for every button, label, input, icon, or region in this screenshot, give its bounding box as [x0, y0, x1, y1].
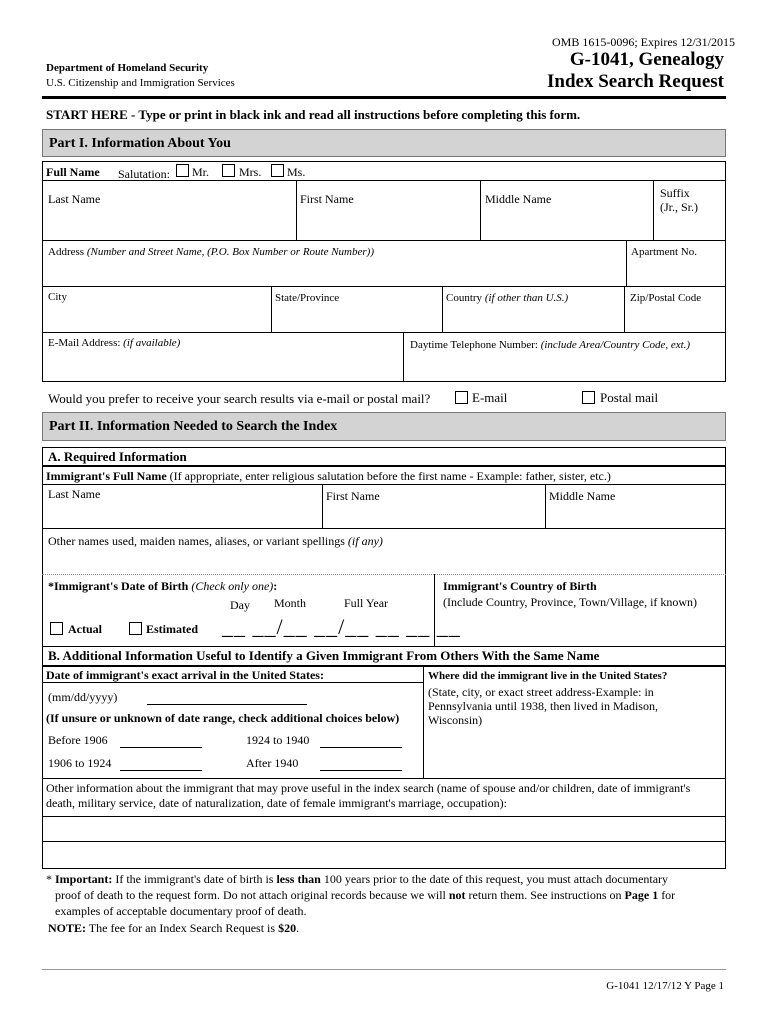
postal-option-checkbox[interactable] — [582, 391, 595, 404]
start-here-rest: - Type or print in black ink and read all instructions before completing this form. — [127, 107, 581, 122]
other-info-line-1[interactable] — [42, 816, 726, 817]
part1-header: Part I. Information About You — [42, 129, 726, 157]
where-lived-hint-1[interactable]: (State, city, or exact street address-Example: in — [428, 685, 654, 699]
part2-header: Part II. Information Needed to Search the Index — [42, 412, 726, 441]
arrival-date-blank[interactable] — [147, 704, 307, 705]
fee-amount: $20 — [278, 921, 297, 935]
start-here-bold: START HERE — [46, 107, 128, 122]
where-lived-hint-2: Pennsylvania until 1938, then lived in Madison, — [428, 699, 658, 713]
address-label: Address — [48, 246, 85, 258]
important-line2-c: for — [658, 888, 676, 902]
mrs-label: Mrs. — [239, 165, 262, 179]
range-1906-1924-label: 1906 to 1924 — [48, 756, 112, 770]
actual-checkbox[interactable] — [50, 622, 63, 635]
immigrant-full-name-hint: (If appropriate, enter religious salutation before the first name - Example: father, sister, etc.) — [166, 469, 611, 483]
important-note — [46, 872, 668, 887]
fee-note — [48, 921, 299, 936]
country-of-birth-label: Immigrant's Country of Birth — [443, 579, 597, 593]
imm-middle-name-field[interactable]: Middle Name — [549, 489, 616, 503]
arrival-date-label: Date of immigrant's exact arrival in the United States: — [46, 668, 324, 682]
apartment-field[interactable]: Apartment No. — [631, 246, 697, 258]
before-1906-label: Before 1906 — [48, 733, 108, 747]
suffix-hint: (Jr., Sr.) — [660, 200, 699, 214]
agency-subname: U.S. Citizenship and Immigration Services — [46, 77, 235, 89]
important-page-ref: Page 1 — [624, 888, 659, 902]
immigrant-full-name-label — [46, 469, 611, 484]
after-1940-label: After 1940 — [246, 756, 299, 770]
day-label: Day — [230, 598, 250, 612]
delivery-preference-question: Would you prefer to receive your search results via e-mail or postal mail? — [48, 391, 431, 406]
important-line2-b: return them. See instructions on — [465, 888, 625, 902]
phone-field[interactable] — [410, 339, 690, 351]
estimated-checkbox[interactable] — [129, 622, 142, 635]
month-label: Month — [274, 596, 307, 610]
important-note-line3: examples of acceptable documentary proof of death. — [55, 904, 307, 918]
other-info-label-1: Other information about the immigrant that may prove useful in the index search (name of spouse and/or children, date of immigrant's — [46, 781, 691, 795]
section-b-title: B. Additional Information Useful to Identify a Given Immigrant From Others With the Same Name — [48, 648, 600, 663]
phone-hint: (include Area/Country Code, ext.) — [537, 339, 691, 351]
other-info-line-2[interactable] — [42, 841, 726, 842]
zip-field[interactable]: Zip/Postal Code — [630, 292, 702, 304]
important-label: Important: — [55, 872, 113, 886]
imm-last-name-field[interactable]: Last Name — [48, 487, 101, 501]
note-end: . — [296, 921, 300, 935]
salutation-label: Salutation: — [118, 167, 170, 181]
country-field[interactable] — [446, 292, 568, 304]
arrival-date-field[interactable]: (mm/dd/yyyy) — [48, 690, 118, 704]
before-1906-blank[interactable] — [120, 747, 202, 748]
email-option-label: E-mail — [472, 390, 508, 405]
email-label: E-Mail Address: — [48, 337, 121, 349]
range-1924-1940-blank[interactable] — [320, 747, 402, 748]
last-name-field[interactable]: Last Name — [48, 192, 101, 206]
actual-label: Actual — [68, 622, 102, 636]
estimated-label: Estimated — [146, 622, 198, 636]
important-note-line2 — [55, 888, 675, 903]
suffix-field[interactable]: Suffix — [660, 186, 690, 200]
footer-form-id: G-1041 12/17/12 Y Page 1 — [606, 980, 724, 992]
other-names-label: Other names used, maiden names, aliases, or variant spellings — [48, 534, 345, 548]
email-option-checkbox[interactable] — [455, 391, 468, 404]
important-less-than: less than — [276, 872, 321, 886]
phone-label: Daytime Telephone Number: — [410, 339, 538, 351]
where-lived-hint-3: Wisconsin) — [428, 713, 483, 727]
form-title: G-1041, Genealogy — [569, 49, 724, 70]
postal-option-label: Postal mail — [600, 390, 659, 405]
important-star: * — [46, 872, 55, 886]
dob-date-input[interactable]: __ __/__ __/__ __ __ __ — [222, 614, 461, 639]
imm-first-name-field[interactable]: First Name — [326, 489, 380, 503]
other-info-label-2: death, military service, date of naturalization, date of female immigrant's marriage, occupation): — [46, 796, 507, 810]
dob-colon: : — [273, 579, 278, 593]
ms-checkbox[interactable] — [271, 164, 284, 177]
dob-hint: (Check only one) — [188, 579, 274, 593]
note-text: The fee for an Index Search Request is — [86, 921, 279, 935]
email-hint: (if available) — [120, 337, 181, 349]
address-hint: (Number and Street Name, (P.O. Box Number or Route Number)) — [84, 246, 374, 258]
important-line2-a: proof of death to the request form. Do not attach original records because we will — [55, 888, 449, 902]
after-1940-blank[interactable] — [320, 770, 402, 771]
email-field[interactable] — [48, 337, 180, 349]
address-field[interactable] — [48, 246, 374, 258]
agency-name: Department of Homeland Security — [46, 62, 209, 74]
important-text-b: 100 years prior to the date of this request, you must attach documentary — [320, 872, 669, 886]
country-of-birth-hint[interactable]: (Include Country, Province, Town/Village, if known) — [443, 595, 698, 609]
important-not: not — [448, 888, 466, 902]
mrs-checkbox[interactable] — [222, 164, 235, 177]
year-label: Full Year — [344, 596, 389, 610]
country-label: Country — [446, 292, 483, 304]
full-name-label: Full Name — [46, 165, 100, 179]
state-field[interactable]: State/Province — [275, 292, 340, 304]
form-subtitle: Index Search Request — [547, 71, 724, 92]
middle-name-field[interactable]: Middle Name — [485, 192, 552, 206]
dob-label-bold: *Immigrant's Date of Birth — [48, 579, 189, 593]
header-rule — [42, 96, 726, 99]
mr-checkbox[interactable] — [176, 164, 189, 177]
start-here-instruction — [46, 107, 580, 123]
section-a-title: A. Required Information — [48, 449, 187, 464]
other-names-hint: (if any) — [344, 534, 383, 548]
mr-label: Mr. — [192, 165, 210, 179]
omb-number: OMB 1615-0096; Expires 12/31/2015 — [552, 35, 735, 49]
dob-label — [48, 579, 277, 594]
city-field[interactable]: City — [48, 291, 67, 303]
other-names-field[interactable] — [48, 534, 383, 549]
where-lived-label: Where did the immigrant live in the United States? — [428, 670, 668, 682]
immigrant-full-name-bold: Immigrant's Full Name — [46, 469, 167, 483]
range-1924-1940-label: 1924 to 1940 — [246, 733, 310, 747]
country-hint: (if other than U.S.) — [482, 292, 569, 304]
range-1906-1924-blank[interactable] — [120, 770, 202, 771]
ms-label: Ms. — [287, 165, 306, 179]
note-label: NOTE: — [48, 921, 87, 935]
important-text-a: If the immigrant's date of birth is — [112, 872, 277, 886]
unsure-instruction: (If unsure or unknown of date range, check additional choices below) — [46, 711, 400, 725]
first-name-field[interactable]: First Name — [300, 192, 354, 206]
